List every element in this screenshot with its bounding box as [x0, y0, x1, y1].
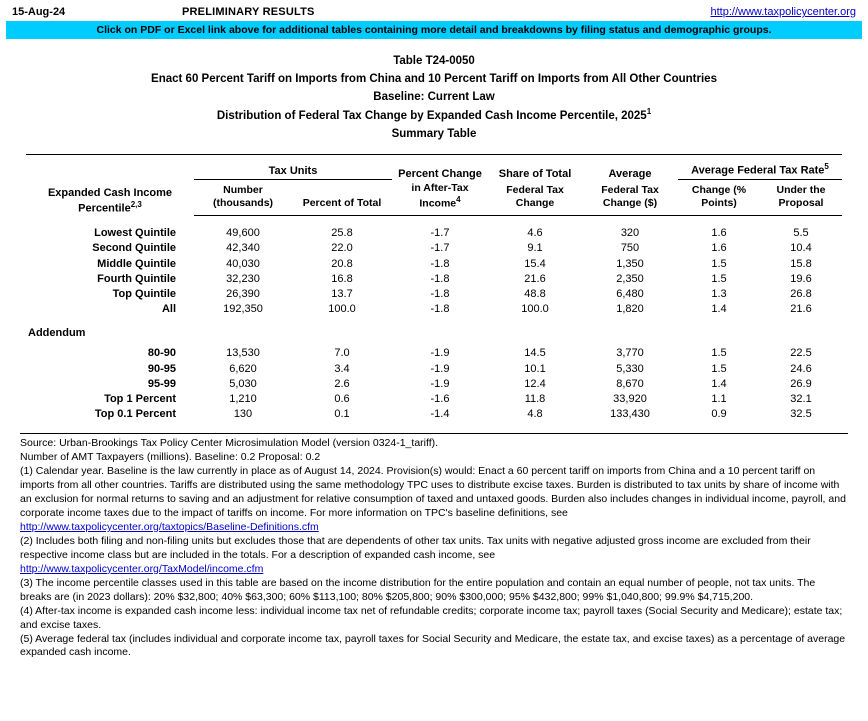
- cell-number: 130: [233, 408, 253, 421]
- cell-number: 49,600: [226, 227, 260, 240]
- footnote-marker-4: 4: [456, 194, 461, 204]
- cell-number: 32,230: [226, 272, 260, 285]
- table-row: [26, 362, 842, 377]
- row-label: Lowest Quintile: [94, 227, 176, 240]
- table-title-line3-text: Distribution of Federal Tax Change by Expanded Cash Income Percentile, 2025: [216, 110, 647, 123]
- cell-avg-change: 320: [620, 227, 640, 240]
- amt-note: Number of AMT Taxpayers (millions). Baseline: 0.2 Proposal: 0.2: [20, 451, 321, 464]
- row-label: Middle Quintile: [97, 257, 176, 270]
- cell-percent-of-total: 100.0: [328, 303, 356, 316]
- cell-share-change: 21.6: [524, 272, 546, 285]
- cell-share-change: 12.4: [524, 377, 546, 390]
- subheader-rate-change: [678, 182, 760, 216]
- cell-rate-change: 1.4: [711, 303, 727, 316]
- report-date: 15-Aug-24: [12, 6, 66, 18]
- footnote-3: (3) The income percentile classes used in this table are based on the income distribution for the entire population and contain an equal number of people, not tax units. The breaks are (in 2023 dollars): 20% $32,800; 40% $63,300; 60% $113,100; 80% $205,800; 90% $300,000; 95% $432,800; 99% $1,040,800; 99.9% $4,715,200.: [20, 576, 816, 603]
- cell-percent-of-total: 13.7: [331, 287, 353, 300]
- cell-after-tax-income: -1.9: [430, 347, 450, 360]
- spacer-row: [26, 216, 842, 227]
- subheader-rate-change-line2: Points): [701, 197, 737, 210]
- preliminary-label: PRELIMINARY RESULTS: [182, 6, 315, 18]
- cell-after-tax-income: -1.9: [430, 377, 450, 390]
- cell-rate-change: 1.5: [711, 362, 727, 375]
- cell-after-tax-income: -1.4: [430, 408, 450, 421]
- subheader-avg-line2: Change ($): [602, 197, 658, 210]
- footnote-5: (5) Average federal tax (includes individual and corporate income tax, payroll taxes for Social Security and Medicare, the estate tax, and excise taxes) as a percentage of average expanded cash income.: [20, 632, 846, 659]
- table-row: [26, 287, 842, 302]
- subheader-share-line2: Change: [515, 197, 555, 210]
- row-label: 80-90: [147, 347, 176, 360]
- group-header-average: [582, 154, 678, 181]
- cell-share-change: 100.0: [521, 303, 549, 316]
- subheader-rate-proposal-line2: Proposal: [778, 197, 824, 210]
- cell-avg-change: 3,770: [616, 347, 644, 360]
- cell-after-tax-income: -1.7: [430, 227, 450, 240]
- cell-avg-change: 1,350: [616, 257, 644, 270]
- footnote-4: (4) After-tax income is expanded cash income less: individual income tax net of refundable credits; corporate income tax; payroll taxes (Social Security and Medicare); estate tax; and excise taxes.: [20, 604, 843, 631]
- footnote-2: (2) Includes both filing and non-filing units but excludes those that are dependents of other tax units. Tax units with negative adjusted gross income are excluded from their respective income class but are included in the totals. For a description of expanded cash income, see: [20, 534, 811, 561]
- table-group-header-row: [26, 154, 842, 181]
- subheader-share-federal-tax-change: [488, 182, 582, 216]
- cell-number: 13,530: [226, 347, 260, 360]
- subheader-percent-of-total: [292, 182, 392, 216]
- baseline-definitions-link[interactable]: http://www.taxpolicycenter.org/taxtopics/Baseline-Definitions.cfm: [20, 520, 319, 533]
- stub-header-line1: Expanded Cash Income: [47, 186, 173, 199]
- cell-percent-of-total: 20.8: [331, 257, 353, 270]
- group-header-tax-units-label: Tax Units: [194, 165, 392, 180]
- cell-number: 40,030: [226, 257, 260, 270]
- footnote-1: (1) Calendar year. Baseline is the law currently in place as of August 14, 2024. Provision(s) would: Enact a 60 percent tariff on imports from China and a 10 percent tariff on imports from all other countries. Tariffs are distributed using the same methodology TPC uses to distribute excise taxes. Burden is distributed to tax units by share of income with an exclusion for normal returns to saving and an adjustment for relative consumption of taxed and untaxed goods. Burden also includes changes in individual income, payroll, and corporate income taxes due to the impact of tariffs on income. For more information on TPC's baseline definitions, see: [20, 465, 846, 519]
- addendum-label: Addendum: [28, 327, 86, 340]
- subheader-rate-proposal-line1: Under the: [776, 184, 826, 197]
- spacer-row: [26, 339, 842, 346]
- tpc-website-link[interactable]: http://www.taxpolicycenter.org: [710, 6, 856, 18]
- spacer-row: [26, 422, 842, 429]
- cell-after-tax-income: -1.9: [430, 362, 450, 375]
- cell-after-tax-income: -1.8: [430, 303, 450, 316]
- subheader-average-federal-tax-change: [582, 182, 678, 216]
- group-header-avg-tax-rate: [678, 154, 842, 181]
- row-label: Second Quintile: [92, 242, 176, 255]
- footnotes-block: [20, 433, 848, 660]
- row-label: Top Quintile: [112, 287, 176, 300]
- cell-rate-change: 1.6: [711, 242, 727, 255]
- cell-rate-proposal: 32.5: [790, 408, 812, 421]
- table-title-line1: Enact 60 Percent Tariff on Imports from China and 10 Percent Tariff on Imports from All Other Countries: [151, 72, 717, 85]
- income-definition-link[interactable]: http://www.taxpolicycenter.org/TaxModel/income.cfm: [20, 562, 264, 575]
- cell-number: 42,340: [226, 242, 260, 255]
- subheader-percent-of-total-line1: Percent of Total: [302, 197, 382, 210]
- cell-after-tax-income: -1.8: [430, 272, 450, 285]
- row-label: 95-99: [147, 377, 176, 390]
- stub-header-line2: [26, 200, 194, 216]
- cell-percent-of-total: 7.0: [334, 347, 350, 360]
- row-label: All: [161, 303, 176, 316]
- table-row: [26, 392, 842, 407]
- stub-header: [26, 154, 194, 215]
- table-row: [26, 272, 842, 287]
- cell-share-change: 15.4: [524, 257, 546, 270]
- cell-avg-change: 750: [620, 242, 640, 255]
- cell-rate-change: 0.9: [711, 408, 727, 421]
- table-title-line2: Baseline: Current Law: [373, 90, 495, 103]
- table-title-line4: Summary Table: [391, 128, 477, 141]
- cell-rate-proposal: 26.8: [790, 287, 812, 300]
- group-header-pct-change-label: Percent Change: [398, 167, 482, 180]
- cell-percent-of-total: 25.8: [331, 227, 353, 240]
- cell-avg-change: 6,480: [616, 287, 644, 300]
- subheader-after-tax-line1: in After-Tax: [411, 181, 469, 194]
- cell-avg-change: 1,820: [616, 303, 644, 316]
- cell-rate-proposal: 26.9: [790, 377, 812, 390]
- cell-avg-change: 5,330: [616, 362, 644, 375]
- row-label: Fourth Quintile: [97, 272, 176, 285]
- cell-rate-proposal: 21.6: [790, 303, 812, 316]
- cell-rate-change: 1.5: [711, 347, 727, 360]
- cell-rate-proposal: 32.1: [790, 392, 812, 405]
- cell-rate-change: 1.4: [711, 377, 727, 390]
- cell-number: 26,390: [226, 287, 260, 300]
- cell-percent-of-total: 2.6: [334, 377, 350, 390]
- cell-rate-change: 1.1: [711, 392, 727, 405]
- cell-avg-change: 133,430: [610, 408, 650, 421]
- table-row: [26, 241, 842, 256]
- cell-percent-of-total: 3.4: [334, 362, 350, 375]
- subheader-after-tax-income: [392, 182, 488, 216]
- group-header-avg-tax-rate-label: [678, 162, 842, 180]
- cell-number: 192,350: [223, 303, 263, 316]
- table-row: [26, 407, 842, 422]
- cell-percent-of-total: 0.6: [334, 392, 350, 405]
- cell-share-change: 9.1: [527, 242, 543, 255]
- cell-share-change: 4.6: [527, 227, 543, 240]
- stub-header-line2-text: Percentile: [78, 202, 131, 215]
- cell-avg-change: 2,350: [616, 272, 644, 285]
- row-label: 90-95: [147, 362, 176, 375]
- cell-number: 5,030: [229, 377, 257, 390]
- footnote-marker-23: 2,3: [130, 199, 142, 209]
- table-number: Table T24-0050: [393, 55, 475, 67]
- cell-rate-proposal: 24.6: [790, 362, 812, 375]
- subheader-number-line2: (thousands): [212, 197, 274, 210]
- table-row: [26, 257, 842, 272]
- cell-number: 1,210: [229, 392, 257, 405]
- cell-share-change: 48.8: [524, 287, 546, 300]
- cell-rate-proposal: 5.5: [793, 227, 809, 240]
- footnote-marker-1: 1: [646, 107, 652, 117]
- subheader-avg-line1: Federal Tax: [601, 184, 659, 197]
- subheader-number-line1: Number: [223, 184, 263, 197]
- row-label: Top 0.1 Percent: [94, 408, 176, 421]
- spacer-row: [26, 317, 842, 327]
- cell-share-change: 10.1: [524, 362, 546, 375]
- info-banner: Click on PDF or Excel link above for additional tables containing more detail and breakdowns by filing status and demographic groups.: [6, 21, 862, 39]
- cell-percent-of-total: 22.0: [331, 242, 353, 255]
- cell-after-tax-income: -1.8: [430, 257, 450, 270]
- cell-share-change: 11.8: [524, 392, 546, 405]
- table-title-line3: [0, 106, 868, 126]
- subheader-share-line1: Federal Tax: [506, 184, 564, 197]
- group-header-tax-units: [194, 154, 392, 181]
- document-header: [0, 0, 868, 20]
- table-row: [26, 226, 842, 241]
- cell-rate-change: 1.3: [711, 287, 727, 300]
- subheader-after-tax-line2: [392, 195, 488, 211]
- cell-percent-of-total: 16.8: [331, 272, 353, 285]
- cell-after-tax-income: -1.6: [430, 392, 450, 405]
- footnote-marker-5: 5: [824, 161, 829, 171]
- subheader-rate-change-line1: Change (%: [691, 184, 747, 197]
- group-header-share-total-label: Share of Total: [498, 167, 572, 180]
- group-header-average-label: Average: [608, 167, 652, 180]
- distribution-table: [26, 154, 842, 429]
- cell-share-change: 4.8: [527, 408, 543, 421]
- subheader-rate-proposal: [760, 182, 842, 216]
- cell-percent-of-total: 0.1: [334, 408, 350, 421]
- group-header-pct-change: [392, 154, 488, 181]
- subheader-after-tax-line2-text: Income: [419, 197, 457, 210]
- cell-rate-change: 1.5: [711, 257, 727, 270]
- cell-avg-change: 33,920: [613, 392, 647, 405]
- group-header-share-total: [488, 154, 582, 181]
- cell-share-change: 14.5: [524, 347, 546, 360]
- cell-rate-change: 1.6: [711, 227, 727, 240]
- cell-avg-change: 8,670: [616, 377, 644, 390]
- cell-after-tax-income: -1.8: [430, 287, 450, 300]
- cell-rate-proposal: 15.8: [790, 257, 812, 270]
- table-row: [26, 346, 842, 361]
- subheader-number: [194, 182, 292, 216]
- addendum-header-row: [26, 327, 842, 339]
- cell-number: 6,620: [229, 362, 257, 375]
- cell-rate-change: 1.5: [711, 272, 727, 285]
- group-header-avg-tax-rate-text: Average Federal Tax Rate: [691, 164, 825, 177]
- cell-rate-proposal: 19.6: [790, 272, 812, 285]
- cell-rate-proposal: 22.5: [790, 347, 812, 360]
- table-row: [26, 377, 842, 392]
- row-label: Top 1 Percent: [104, 392, 176, 405]
- source-note: Source: Urban-Brookings Tax Policy Center Microsimulation Model (version 0324-1_tariff).: [20, 437, 439, 450]
- cell-rate-proposal: 10.4: [790, 242, 812, 255]
- table-row: [26, 302, 842, 317]
- cell-after-tax-income: -1.7: [430, 242, 450, 255]
- title-block: [0, 53, 868, 144]
